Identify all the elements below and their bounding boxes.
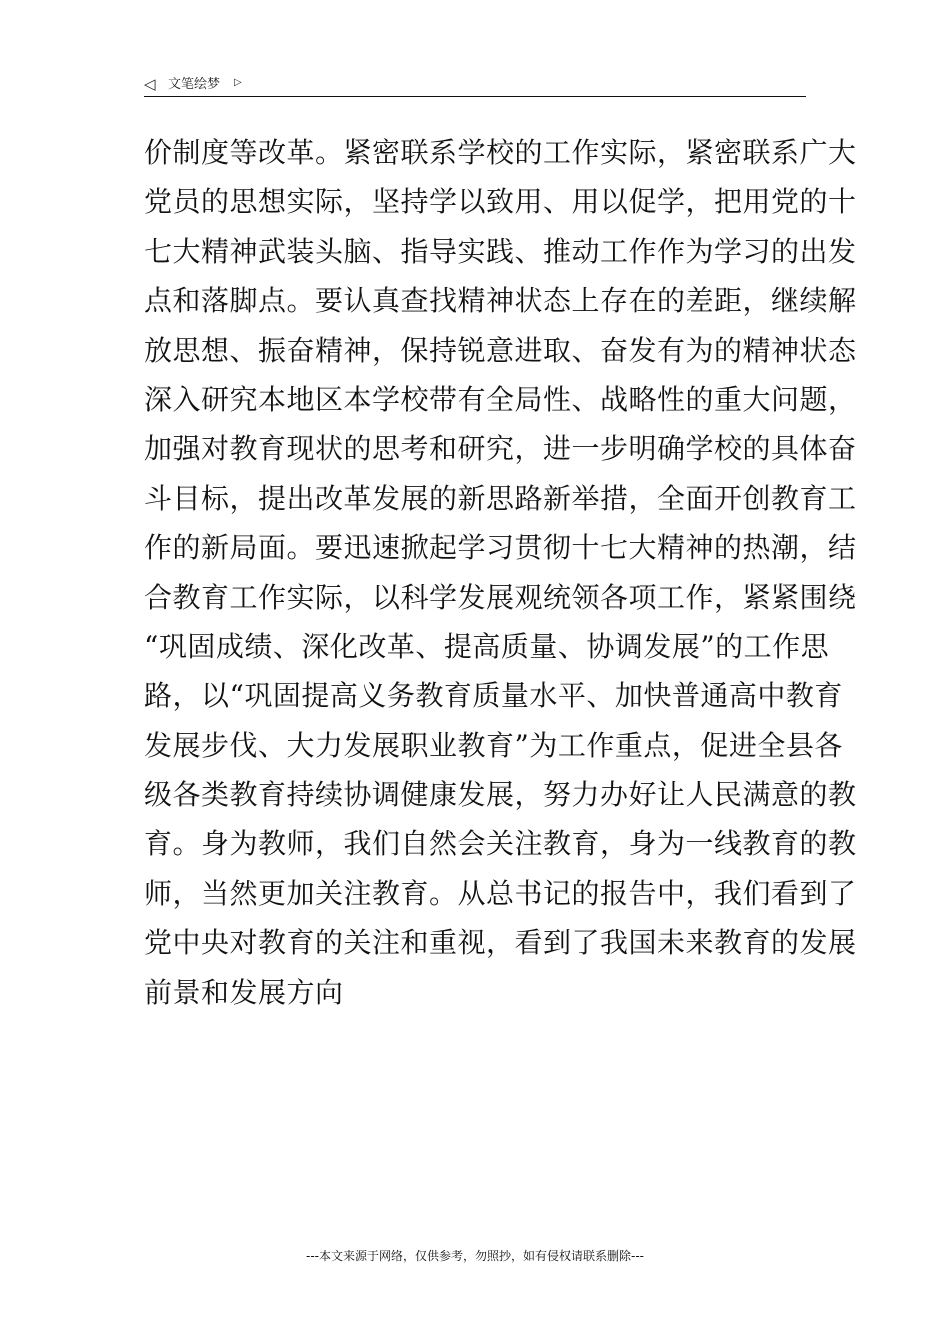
text-line: 加强对教育现状的思考和研究，进一步明确学校的具体奋 [144, 432, 857, 466]
text-line: 点和落脚点。要认真查找精神状态上存在的差距，继续解 [144, 284, 857, 318]
text-line: 价制度等改革。紧密联系学校的工作实际，紧密联系广大 [144, 136, 857, 169]
text-line: 党中央对教育的关注和重视，看到了我国未来教育的发展 [144, 926, 857, 960]
text-line: 深入研究本地区本学校带有全局性、战略性的重大问题， [144, 382, 857, 416]
header-divider [144, 96, 806, 97]
text-line: 前景和发展方向 [144, 975, 344, 1009]
text-line: 作的新局面。要迅速掀起学习贯彻十七大精神的热潮，结 [144, 531, 857, 565]
text-line: 育。身为教师，我们自然会关注教育，身为一线教育的教 [144, 827, 857, 861]
page-header [144, 72, 806, 98]
text-line: 党员的思想实际，坚持学以致用、用以促学，把用党的十 [144, 185, 857, 219]
text-line: 发展步伐、大力发展职业教育”为工作重点，促进全县各 [144, 728, 843, 762]
text-line: 师，当然更加关注教育。从总书记的报告中，我们看到了 [144, 876, 857, 910]
body-paragraph [144, 128, 857, 1017]
footer-notice: ---本文来源于网络，仅供参考，勿照抄，如有侵权请联系删除--- [306, 1249, 644, 1263]
triangle-left-outline-icon: ◁ [144, 75, 156, 93]
text-line: 放思想、振奋精神，保持锐意进取、奋发有为的精神状态 [144, 333, 857, 367]
header-title: 文笔绘梦 [168, 77, 221, 92]
triangle-right-outline-icon: ▷ [234, 77, 242, 88]
text-line: 斗目标，提出改革发展的新思路新举措，全面开创教育工 [144, 481, 857, 515]
text-line: 七大精神武装头脑、指导实践、推动工作作为学习的出发 [144, 234, 857, 268]
text-line: “巩固成绩、深化改革、提高质量、协调发展”的工作思 [144, 629, 830, 663]
text-line: 级各类教育持续协调健康发展，努力办好让人民满意的教 [144, 778, 857, 812]
text-line: 合教育工作实际，以科学发展观统领各项工作，紧紧围绕 [144, 580, 857, 614]
text-line: 路，以“巩固提高义务教育质量水平、加快普通高中教育 [144, 679, 843, 713]
